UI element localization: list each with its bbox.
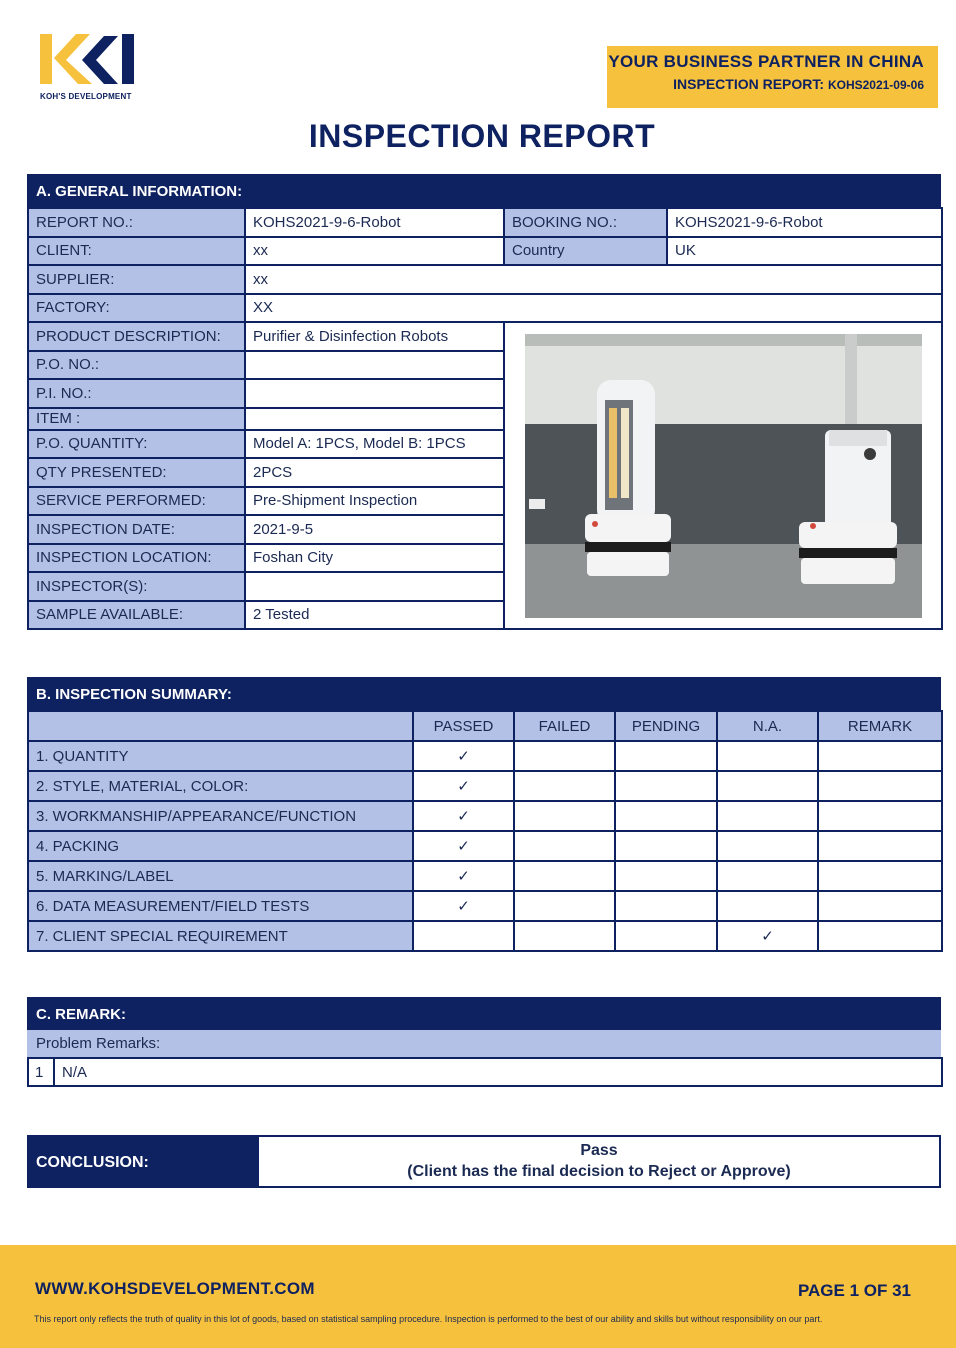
summary-row xyxy=(28,921,942,951)
general-info-heading: A. GENERAL INFORMATION: xyxy=(27,174,941,207)
pending-cell xyxy=(615,891,717,921)
remark-row xyxy=(28,1058,942,1086)
service-label: SERVICE PERFORMED: xyxy=(28,487,245,516)
na-cell xyxy=(717,801,818,831)
pi-no-value xyxy=(245,379,504,408)
summary-item-label: 2. STYLE, MATERIAL, COLOR: xyxy=(28,771,413,801)
column-pending: PENDING xyxy=(615,711,717,741)
remark-cell xyxy=(818,891,942,921)
summary-item-label: 7. CLIENT SPECIAL REQUIREMENT xyxy=(28,921,413,951)
summary-row xyxy=(28,801,942,831)
footer-website[interactable]: WWW.KOHSDEVELOPMENT.COM xyxy=(35,1279,315,1298)
qty-presented-label: QTY PRESENTED: xyxy=(28,458,245,487)
product-photo xyxy=(525,334,922,618)
remark-cell xyxy=(818,801,942,831)
conclusion-result: Pass xyxy=(580,1142,618,1159)
partner-report-line xyxy=(607,76,924,92)
na-cell: ✓ xyxy=(717,921,818,951)
column-na: N.A. xyxy=(717,711,818,741)
country-label: Country xyxy=(504,237,667,266)
failed-cell xyxy=(514,921,615,951)
inspection-location-value: Foshan City xyxy=(245,544,504,573)
failed-cell xyxy=(514,891,615,921)
booking-no-label: BOOKING NO.: xyxy=(504,208,667,237)
po-no-value xyxy=(245,351,504,380)
conclusion-label: CONCLUSION: xyxy=(27,1135,259,1188)
summary-row xyxy=(28,741,942,771)
na-cell xyxy=(717,891,818,921)
remark-heading: C. REMARK: xyxy=(27,997,941,1030)
report-no-label: REPORT NO.: xyxy=(28,208,245,237)
summary-item-label: 6. DATA MEASUREMENT/FIELD TESTS xyxy=(28,891,413,921)
product-label: PRODUCT DESCRIPTION: xyxy=(28,322,245,351)
partner-banner xyxy=(607,46,938,108)
pending-cell xyxy=(615,741,717,771)
inspection-summary-table xyxy=(27,710,943,952)
inspection-summary-heading: B. INSPECTION SUMMARY: xyxy=(27,677,941,710)
failed-cell xyxy=(514,801,615,831)
supplier-label: SUPPLIER: xyxy=(28,265,245,294)
inspection-date-value: 2021-9-5 xyxy=(245,515,504,544)
country-value: UK xyxy=(667,237,942,266)
na-cell xyxy=(717,741,818,771)
failed-cell xyxy=(514,861,615,891)
general-info-table xyxy=(27,207,943,630)
inspection-date-label: INSPECTION DATE: xyxy=(28,515,245,544)
remark-number: 1 xyxy=(28,1058,54,1086)
na-cell xyxy=(717,831,818,861)
summary-item-label: 4. PACKING xyxy=(28,831,413,861)
footer xyxy=(0,1245,956,1348)
qty-presented-value: 2PCS xyxy=(245,458,504,487)
remark-cell xyxy=(818,921,942,951)
failed-cell xyxy=(514,831,615,861)
inspector-label: INSPECTOR(S): xyxy=(28,572,245,601)
sample-label: SAMPLE AVAILABLE: xyxy=(28,601,245,630)
report-no-value: KOHS2021-9-6-Robot xyxy=(245,208,504,237)
remark-cell xyxy=(818,831,942,861)
conclusion-note: (Client has the final decision to Reject or Approve) xyxy=(407,1163,791,1180)
remark-cell xyxy=(818,741,942,771)
pending-cell xyxy=(615,921,717,951)
page-title: INSPECTION REPORT xyxy=(308,118,656,154)
remark-cell xyxy=(818,861,942,891)
na-cell xyxy=(717,771,818,801)
item-label: ITEM : xyxy=(28,408,245,430)
remark-cell xyxy=(818,771,942,801)
passed-cell: ✓ xyxy=(413,741,514,771)
po-quantity-value: Model A: 1PCS, Model B: 1PCS xyxy=(245,430,504,459)
summary-header-item xyxy=(28,711,413,741)
column-remark: REMARK xyxy=(818,711,942,741)
failed-cell xyxy=(514,771,615,801)
report-number: KOHS2021-09-06 xyxy=(827,78,924,92)
pending-cell xyxy=(615,801,717,831)
pending-cell xyxy=(615,831,717,861)
client-value: xx xyxy=(245,237,504,266)
summary-row xyxy=(28,861,942,891)
client-label: CLIENT: xyxy=(28,237,245,266)
summary-item-label: 3. WORKMANSHIP/APPEARANCE/FUNCTION xyxy=(28,801,413,831)
po-no-label: P.O. NO.: xyxy=(28,351,245,380)
summary-item-label: 1. QUANTITY xyxy=(28,741,413,771)
passed-cell: ✓ xyxy=(413,801,514,831)
remark-table xyxy=(27,1057,943,1087)
conclusion-box xyxy=(259,1135,941,1188)
problem-remarks-label: Problem Remarks: xyxy=(27,1030,941,1057)
summary-row xyxy=(28,831,942,861)
column-passed: PASSED xyxy=(413,711,514,741)
sample-value: 2 Tested xyxy=(245,601,504,630)
passed-cell xyxy=(413,921,514,951)
page-number: PAGE 1 OF 31 xyxy=(797,1281,911,1300)
column-failed: FAILED xyxy=(514,711,615,741)
inspector-value xyxy=(245,572,504,601)
summary-item-label: 5. MARKING/LABEL xyxy=(28,861,413,891)
product-photo-cell xyxy=(504,322,942,629)
failed-cell xyxy=(514,741,615,771)
inspection-location-label: INSPECTION LOCATION: xyxy=(28,544,245,573)
booking-no-value: KOHS2021-9-6-Robot xyxy=(667,208,942,237)
supplier-value: xx xyxy=(245,265,942,294)
service-value: Pre-Shipment Inspection xyxy=(245,487,504,516)
summary-row xyxy=(28,891,942,921)
partner-title: YOUR BUSINESS PARTNER IN CHINA xyxy=(608,52,924,71)
summary-row xyxy=(28,771,942,801)
remark-text: N/A xyxy=(54,1058,942,1086)
pending-cell xyxy=(615,771,717,801)
passed-cell: ✓ xyxy=(413,861,514,891)
logo-caption: KOH'S DEVELOPMENT xyxy=(40,92,132,101)
pi-no-label: P.I. NO.: xyxy=(28,379,245,408)
passed-cell: ✓ xyxy=(413,831,514,861)
item-value xyxy=(245,408,504,430)
passed-cell: ✓ xyxy=(413,771,514,801)
factory-label: FACTORY: xyxy=(28,294,245,323)
passed-cell: ✓ xyxy=(413,891,514,921)
factory-value: XX xyxy=(245,294,942,323)
product-value: Purifier & Disinfection Robots xyxy=(245,322,504,351)
report-label: INSPECTION REPORT: xyxy=(673,76,825,92)
footer-disclaimer: This report only reflects the truth of quality in this lot of goods, based on statistical sampling procedure. Inspection is performed to the best of our ability and skills but without responsibility on our part. xyxy=(34,1314,823,1324)
pending-cell xyxy=(615,861,717,891)
na-cell xyxy=(717,861,818,891)
po-quantity-label: P.O. QUANTITY: xyxy=(28,430,245,459)
